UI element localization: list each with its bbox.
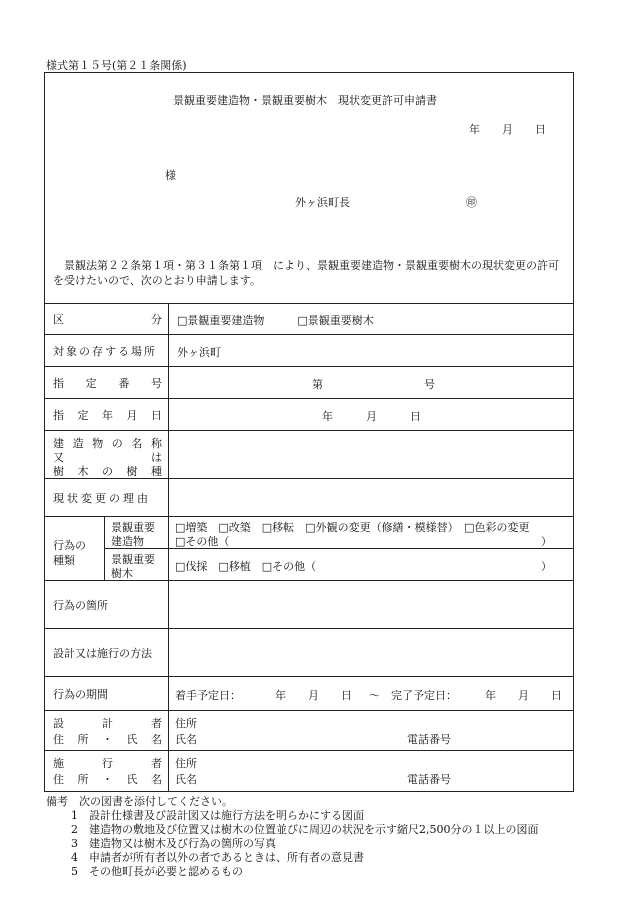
designer-label-char: 者 bbox=[151, 717, 162, 730]
name-label-char: は bbox=[151, 451, 162, 464]
constructor-label-char: 名 bbox=[151, 773, 162, 786]
classification-label bbox=[45, 303, 169, 334]
constructor-label-char: 氏 bbox=[126, 773, 138, 786]
name-label-char: 称 bbox=[150, 437, 162, 450]
designer-label-char: 氏 bbox=[126, 733, 138, 746]
designation-number-prefix: 第 bbox=[312, 378, 323, 391]
species-label-char: 種 bbox=[151, 465, 162, 478]
constructor-name[interactable]: 氏名 bbox=[175, 773, 197, 786]
action-place-field[interactable] bbox=[169, 581, 573, 628]
application-form bbox=[44, 72, 574, 792]
designation-number-char: 番 bbox=[118, 376, 130, 390]
row-designation-number bbox=[45, 367, 573, 399]
species-label-char: 樹 bbox=[126, 465, 138, 478]
row-reason bbox=[45, 479, 573, 517]
constructor-label bbox=[45, 751, 169, 791]
designation-date-char: 日 bbox=[151, 408, 162, 422]
method-label: 設計又は施行の方法 bbox=[53, 646, 152, 660]
statement-line-2: を受けたいので、次のとおり申請します。 bbox=[53, 274, 261, 287]
building-label-line1: 景観重要 bbox=[111, 521, 155, 534]
designation-date-field[interactable] bbox=[169, 399, 573, 430]
designation-date-day: 日 bbox=[410, 410, 421, 423]
designation-date-char: 年 bbox=[102, 408, 113, 422]
name-label-char: 建 bbox=[53, 437, 64, 450]
designer-phone[interactable]: 電話番号 bbox=[407, 733, 451, 746]
start-date-value[interactable]: 年 月 日 bbox=[275, 689, 352, 702]
row-classification bbox=[45, 303, 573, 335]
location-label: 対象の存する場所 bbox=[53, 344, 157, 358]
designer-label-char: ・ bbox=[102, 733, 113, 746]
note-item: 1 設計仕様書及び設計図又は施行方法を明らかにする図面 bbox=[71, 809, 364, 822]
designation-number-char: 号 bbox=[150, 376, 162, 390]
note-item: 3 建造物又は樹木及び行為の箇所の写真 bbox=[71, 837, 276, 850]
designer-label-char: 名 bbox=[151, 733, 162, 746]
constructor-label-char: 所 bbox=[77, 773, 89, 786]
action-type-group bbox=[45, 517, 105, 580]
designer-name[interactable]: 氏名 bbox=[175, 733, 197, 746]
constructor-address[interactable]: 住所 bbox=[175, 757, 197, 770]
tree-label-line2: 樹木 bbox=[111, 567, 133, 580]
designer-label-char: 設 bbox=[53, 717, 64, 730]
notes-heading: 備考 次の図書を添付してください。 bbox=[46, 795, 233, 808]
note-item: 4 申請者が所有者以外の者であるときは、所有者の意見書 bbox=[71, 851, 364, 864]
tree-other-close: ） bbox=[541, 560, 552, 573]
constructor-label-char: 行 bbox=[102, 757, 113, 770]
tree-label-line1: 景観重要 bbox=[111, 553, 155, 566]
constructor-label-char: 施 bbox=[53, 757, 64, 770]
row-location bbox=[45, 335, 573, 367]
tree-action-options[interactable]: □伐採 □移植 □その他（ bbox=[175, 560, 317, 573]
constructor-phone[interactable]: 電話番号 bbox=[407, 773, 451, 786]
designation-number-label bbox=[45, 367, 169, 398]
reason-field[interactable] bbox=[169, 479, 573, 516]
building-action-options[interactable]: □増築 □改築 □移転 □外観の変更（修繕・模様替） □色彩の変更 bbox=[175, 521, 530, 534]
action-type-group-line1: 行為の bbox=[53, 539, 86, 552]
name-label-char: 名 bbox=[131, 437, 143, 450]
reason-label-cell bbox=[45, 479, 169, 516]
seal-mark: ㊞ bbox=[466, 196, 477, 209]
classification-label-b: 分 bbox=[151, 312, 162, 326]
designation-number-char: 指 bbox=[53, 376, 64, 390]
period-label: 行為の期間 bbox=[53, 687, 108, 701]
action-type-group-line2: 種類 bbox=[53, 554, 75, 567]
application-date[interactable]: 年 月 日 bbox=[469, 123, 546, 136]
row-method bbox=[45, 629, 573, 677]
designation-date-char: 指 bbox=[53, 408, 64, 422]
form-number: 様式第１５号(第２１条関係) bbox=[46, 59, 187, 72]
constructor-label-char: 者 bbox=[151, 757, 162, 770]
designation-date-char: 月 bbox=[126, 408, 138, 422]
name-label-char: 又 bbox=[53, 451, 64, 464]
row-constructor bbox=[45, 751, 573, 791]
building-other-option[interactable]: □その他（ bbox=[175, 535, 230, 548]
reason-label: 現状変更の理由 bbox=[53, 491, 151, 505]
action-building-row bbox=[105, 517, 573, 549]
row-period bbox=[45, 677, 573, 711]
location-value[interactable]: 外ヶ浜町 bbox=[177, 346, 221, 359]
designer-label-char: 所 bbox=[77, 733, 89, 746]
name-label-char: 造 bbox=[72, 437, 84, 450]
action-place-label-cell bbox=[45, 581, 169, 628]
statement-line-1: 景観法第２２条第１項・第３１条第１項 により、景観重要建造物・景観重要樹木の現状変更の許可 bbox=[64, 259, 559, 272]
row-designation-date bbox=[45, 399, 573, 431]
building-label-line2: 建造物 bbox=[111, 535, 144, 548]
period-label-cell bbox=[45, 677, 169, 710]
classification-label-a: 区 bbox=[53, 312, 64, 326]
end-date-label: 完了予定日： bbox=[391, 689, 457, 702]
designation-date-month: 月 bbox=[366, 410, 377, 423]
row-action-type bbox=[45, 517, 573, 581]
designation-date-label bbox=[45, 399, 169, 430]
row-action-place bbox=[45, 581, 573, 629]
location-label-cell bbox=[45, 335, 169, 366]
action-tree-row bbox=[105, 549, 573, 580]
form-header bbox=[45, 73, 573, 304]
method-field[interactable] bbox=[169, 629, 573, 676]
designation-number-field[interactable] bbox=[169, 367, 573, 398]
period-tilde: ～ bbox=[369, 689, 380, 702]
note-item: 5 その他町長が必要と認めるもの bbox=[71, 865, 243, 878]
classification-options[interactable]: □景観重要建造物 □景観重要樹木 bbox=[177, 314, 374, 327]
name-label-char: の bbox=[111, 437, 123, 450]
action-place-label: 行為の箇所 bbox=[53, 598, 108, 612]
building-other-close: ） bbox=[541, 535, 552, 548]
name-species-label bbox=[45, 431, 169, 478]
designation-date-year: 年 bbox=[322, 410, 333, 423]
constructor-label-char: ・ bbox=[102, 773, 113, 786]
row-designer bbox=[45, 711, 573, 751]
species-label-char: 樹 bbox=[53, 465, 64, 478]
name-species-field[interactable] bbox=[169, 431, 573, 478]
designation-number-suffix: 号 bbox=[424, 378, 435, 391]
designer-label bbox=[45, 711, 169, 750]
species-label-char: 木 bbox=[77, 465, 89, 478]
species-label-char: の bbox=[102, 465, 113, 478]
designer-label-char: 計 bbox=[102, 717, 113, 730]
designation-number-char: 定 bbox=[85, 376, 97, 390]
addressee-suffix: 様 bbox=[165, 169, 176, 182]
mayor-label: 外ヶ浜町長 bbox=[295, 196, 350, 209]
end-date-value[interactable]: 年 月 日 bbox=[485, 689, 562, 702]
designation-date-char: 定 bbox=[77, 408, 89, 422]
note-item: 2 建造物の敷地及び位置又は樹木の位置並びに周辺の状況を示す縮尺2,500分の１以上の図面 bbox=[71, 823, 539, 836]
designer-address[interactable]: 住所 bbox=[175, 717, 197, 730]
name-label-char: 物 bbox=[92, 437, 104, 450]
start-date-label: 着手予定日： bbox=[175, 689, 241, 702]
designer-label-char: 住 bbox=[53, 733, 64, 746]
method-label-cell bbox=[45, 629, 169, 676]
form-title: 景観重要建造物・景観重要樹木 現状変更許可申請書 bbox=[173, 94, 437, 107]
constructor-label-char: 住 bbox=[53, 773, 64, 786]
row-name-species bbox=[45, 431, 573, 479]
